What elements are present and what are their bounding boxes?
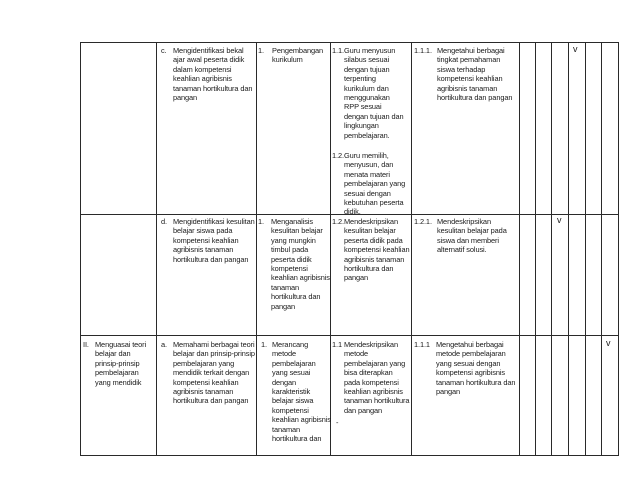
item-text: Mendeskripsikan kesulitan belajar peserta didik pada kompetensi keahlian agribisnis tanaman hortikultura dan pangan: [344, 217, 410, 283]
item-text: Guru memilih, menyusun, dan menata materi pembelajaran yang sesuai dengan kebutuhan peserta didik.: [344, 151, 406, 217]
sub-indicator-text: Pengembangan kurikulum: [272, 46, 323, 65]
grid-line: [551, 42, 552, 456]
detail-label: 1.2.1.: [414, 217, 432, 226]
item-cell: [332, 46, 410, 140]
grid-line: [411, 42, 412, 456]
grid-line: [80, 335, 618, 336]
detail-text: Mengetahui berbagai tingkat pemahaman siswa terhadap kompetensi keahlian agribisnis tanaman hortikultura dan pangan: [437, 46, 513, 103]
item-text: Guru menyusun silabus sesuai dengan tujuan terpenting kurikulum dan menggunakan RPP sesuai dengan tujuan dan lingkungan pembelajaran.: [344, 46, 404, 140]
sub-indicator-label: 1.: [258, 46, 264, 55]
indicator-text: Mengidentifikasi kesulitan belajar siswa pada kompetensi keahlian agribisnis tanaman hortikultura dan pangan: [173, 217, 255, 264]
check-mark: v: [606, 338, 611, 348]
grid-line: [568, 42, 569, 456]
sub-indicator-label: 1.: [258, 217, 264, 226]
grid-line: [156, 42, 157, 456]
item-mark: -: [336, 418, 339, 427]
grid-line: [80, 42, 618, 43]
grid-line: [80, 455, 618, 456]
indicator-label: d.: [161, 217, 167, 226]
item-cell: [332, 340, 410, 415]
item-label: 1.1.: [332, 46, 344, 55]
grid-line: [80, 42, 81, 456]
indicator-text: Mengidentifikasi bekal ajar awal peserta didik dalam kompetensi keahlian agribisnis tanaman hortikultura dan pangan: [173, 46, 253, 103]
sub-indicator-text: Merancang metode pembelajaran yang sesuai dengan karakteristik belajar siswa kompetensi keahlian agribisnis tanaman hortikultura dan: [272, 340, 331, 444]
grid-line: [585, 42, 586, 456]
check-mark: v: [573, 44, 578, 54]
competency-text: Menguasai teori belajar dan prinsip-prinsip pembelajaran yang mendidik: [95, 340, 147, 387]
sub-indicator-label: 1.: [261, 340, 267, 349]
detail-text: Mengetahui berbagai metode pembelajaran yang sesuai dengan kompetensi agribisnis tanaman hortikultura dan pangan: [436, 340, 516, 397]
detail-label: 1.1.1.: [414, 46, 432, 55]
item-label: 1.2.: [332, 217, 344, 226]
item-text: Mendeskripsikan metode pembelajaran yang bisa diterapkan pada kompetensi keahlian agribisnis tanaman hortikultura dan pangan: [344, 340, 410, 415]
item-cell: [332, 217, 410, 283]
indicator-label: a.: [161, 340, 167, 349]
grid-line: [601, 42, 602, 456]
indicator-text: Memahami berbagai teori belajar dan prinsip-prinsip pembelajaran yang mendidik terkait dengan kompetensi keahlian agribisnis tanaman hortikultura dan pangan: [173, 340, 255, 406]
grid-line: [519, 42, 520, 456]
competency-label: II.: [83, 340, 89, 349]
sub-indicator-text: Menganalisis kesulitan belajar yang mungkin timbul pada peserta didik kompetensi keahlian agribisnis tanaman hortikultura dan pangan: [271, 217, 330, 311]
grid-line: [535, 42, 536, 456]
item-label: 1.2.: [332, 151, 344, 160]
item-label: 1.1: [332, 340, 342, 349]
grid-line: [618, 42, 619, 456]
check-mark: v: [557, 215, 562, 225]
item-cell: [332, 151, 410, 217]
detail-text: Mendeskripsikan kesulitan belajar pada siswa dan memberi alternatif solusi.: [437, 217, 507, 255]
indicator-label: c.: [161, 46, 167, 55]
detail-label: 1.1.1: [414, 340, 430, 349]
grid-line: [256, 42, 257, 456]
